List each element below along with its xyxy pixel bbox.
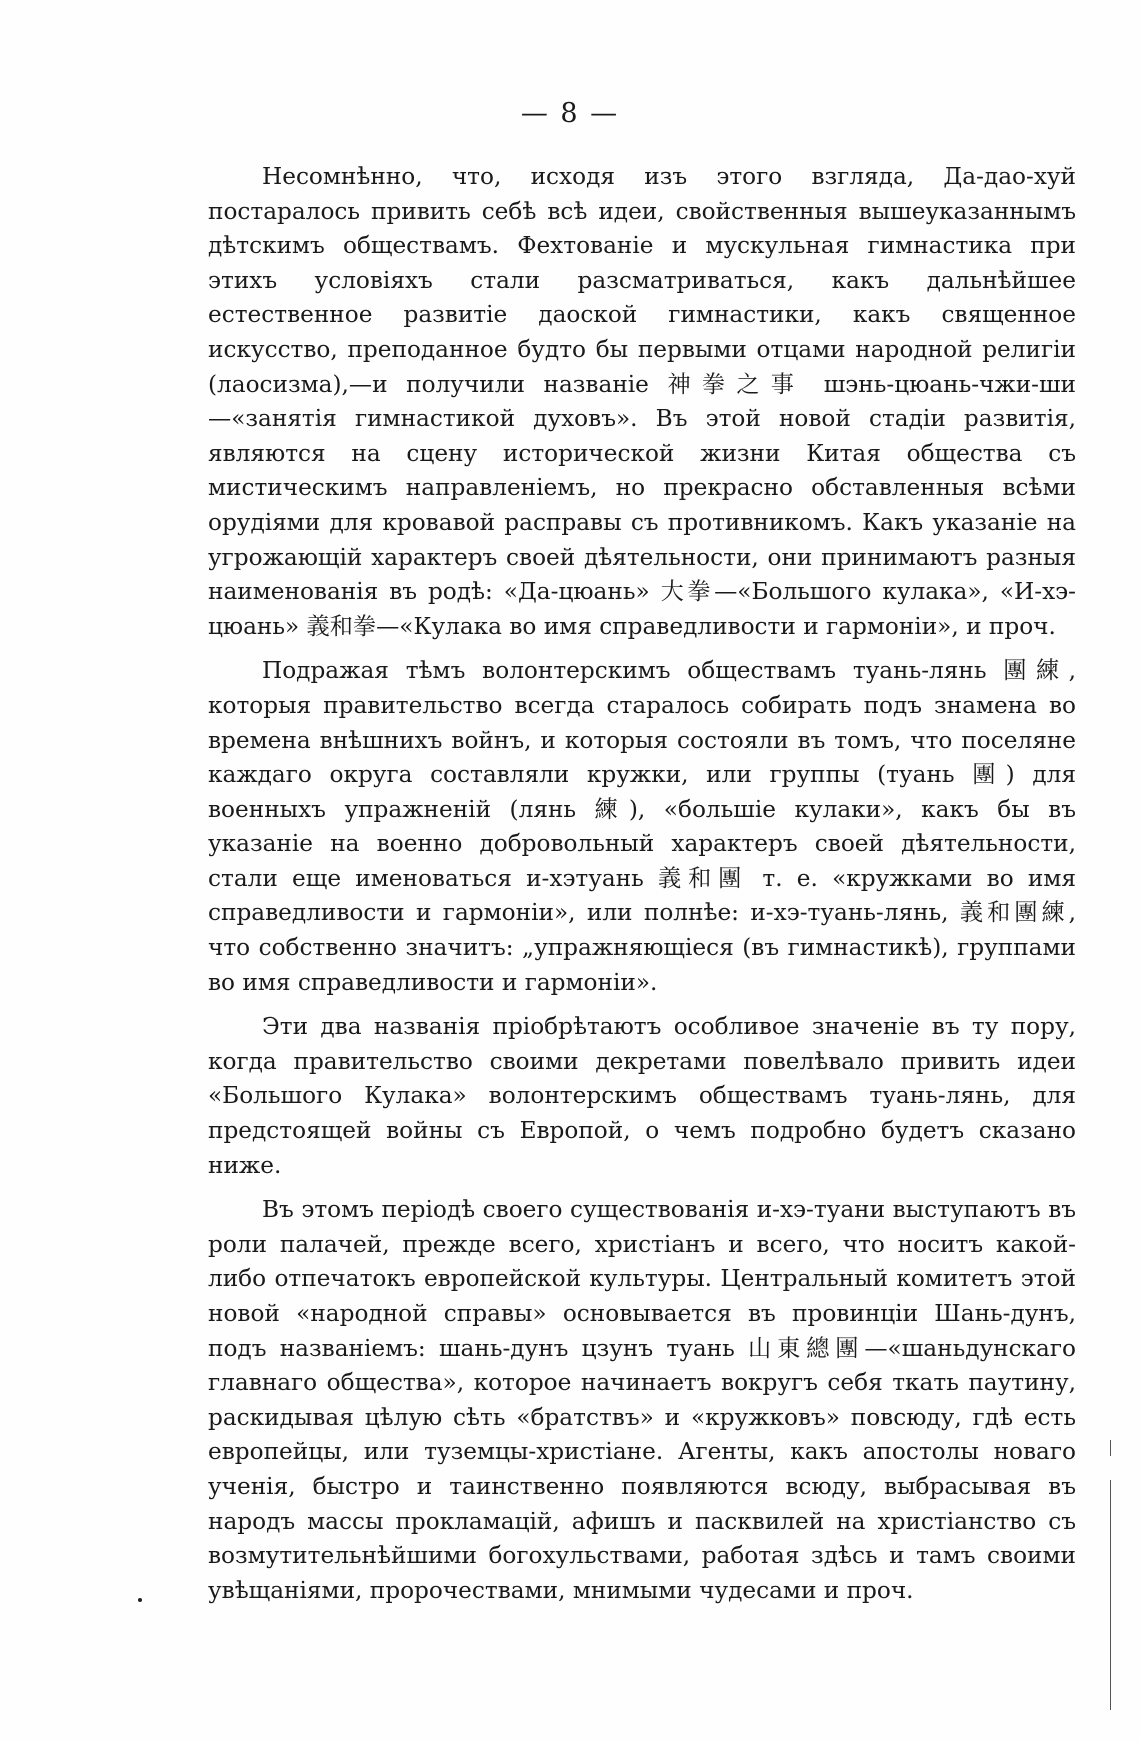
- scan-speck: [138, 1598, 142, 1602]
- paragraph-2: Подражая тѣмъ волонтерскимъ обществамъ туань-лянь 團練, которыя правительство всегда старалось собирать подъ знамена во времена внѣшнихъ войнъ, и которыя состояли въ томъ, что поселяне каждаго округа составляли кружки, или группы (туань 團) для военныхъ упражненій (лянь 練), «большіе кулаки», какъ бы въ указаніе на военно добровольный характеръ своей дѣятельности, стали еще именоваться и-хэтуань 義和團 т. е. «кружками во имя справедливости и гармоніи», или полнѣе: и-хэ-туань-лянь, 義和團練, что собственно значитъ: „упражняющіеся (въ гимнастикѣ), группами во имя справедливости и гармоніи».: [208, 657, 1076, 996]
- paragraph-1: Несомнѣнно, что, исходя изъ этого взгляда, Да-дао-хуй постаралось привить себѣ всѣ идеи, свойственныя вышеуказаннымъ дѣтскимъ обществамъ. Фехтованіе и мускульная гимнастика при этихъ условіяхъ стали разсматриваться, какъ дальнѣйшее естественное развитіе даоской гимнастики, какъ священное искусство, преподанное будто бы первыми отцами народной религіи (лаосизма),—и получили названіе 神拳之事 шэнь-цюань-чжи-ши—«занятія гимнастикой духовъ». Въ этой новой стадіи развитія, являются на сцену исторической жизни Китая общества съ мистическимъ направленіемъ, но прекрасно обставленныя всѣми орудіями для кровавой расправы съ противникомъ. Какъ указаніе на угрожающій характеръ своей дѣятельности, они принимаютъ разныя наименованія въ родѣ: «Да-цюань» 大拳—«Большого кулака», «И-хэ-цюань» 義和拳—«Кулака во имя справедливости и гармоніи», и проч.: [208, 163, 1076, 640]
- paragraph-3: Эти два названія пріобрѣтаютъ особливое значеніе въ ту пору, когда правительство своими декретами повелѣвало привить идеи «Большого Кулака» волонтерскимъ обществамъ туань-лянь, для предстоящей войны съ Европой, о чемъ подробно будетъ сказано ниже.: [208, 1013, 1076, 1179]
- scan-margin-line: [1110, 1480, 1111, 1710]
- scan-margin-tick: [1110, 1440, 1111, 1456]
- body-text: [208, 160, 1076, 1608]
- page-number: — 8 —: [520, 98, 620, 129]
- paragraph-4: Въ этомъ періодѣ своего существованія и-хэ-туани выступаютъ въ роли палачей, прежде всего, христіанъ и всего, что носитъ какой-либо отпечатокъ европейской культуры. Центральный комитетъ этой новой «народной справы» основывается въ провинціи Шань-дунъ, подъ названіемъ: шань-дунъ цзунъ туань 山東總團—«шаньдунскаго главнаго общества», которое начинаетъ вокругъ себя ткать паутину, раскидывая цѣлую сѣть «братствъ» и «кружковъ» повсюду, гдѣ есть европейцы, или туземцы-христіане. Агенты, какъ апостолы новаго ученія, быстро и таинственно появляются всюду, выбрасывая въ народъ массы прокламацій, афишъ и пасквилей на христіанство съ возмутительнѣйшими богохульствами, работая здѣсь и тамъ своими увѣщаніями, пророчествами, мнимыми чудесами и проч.: [208, 1196, 1076, 1604]
